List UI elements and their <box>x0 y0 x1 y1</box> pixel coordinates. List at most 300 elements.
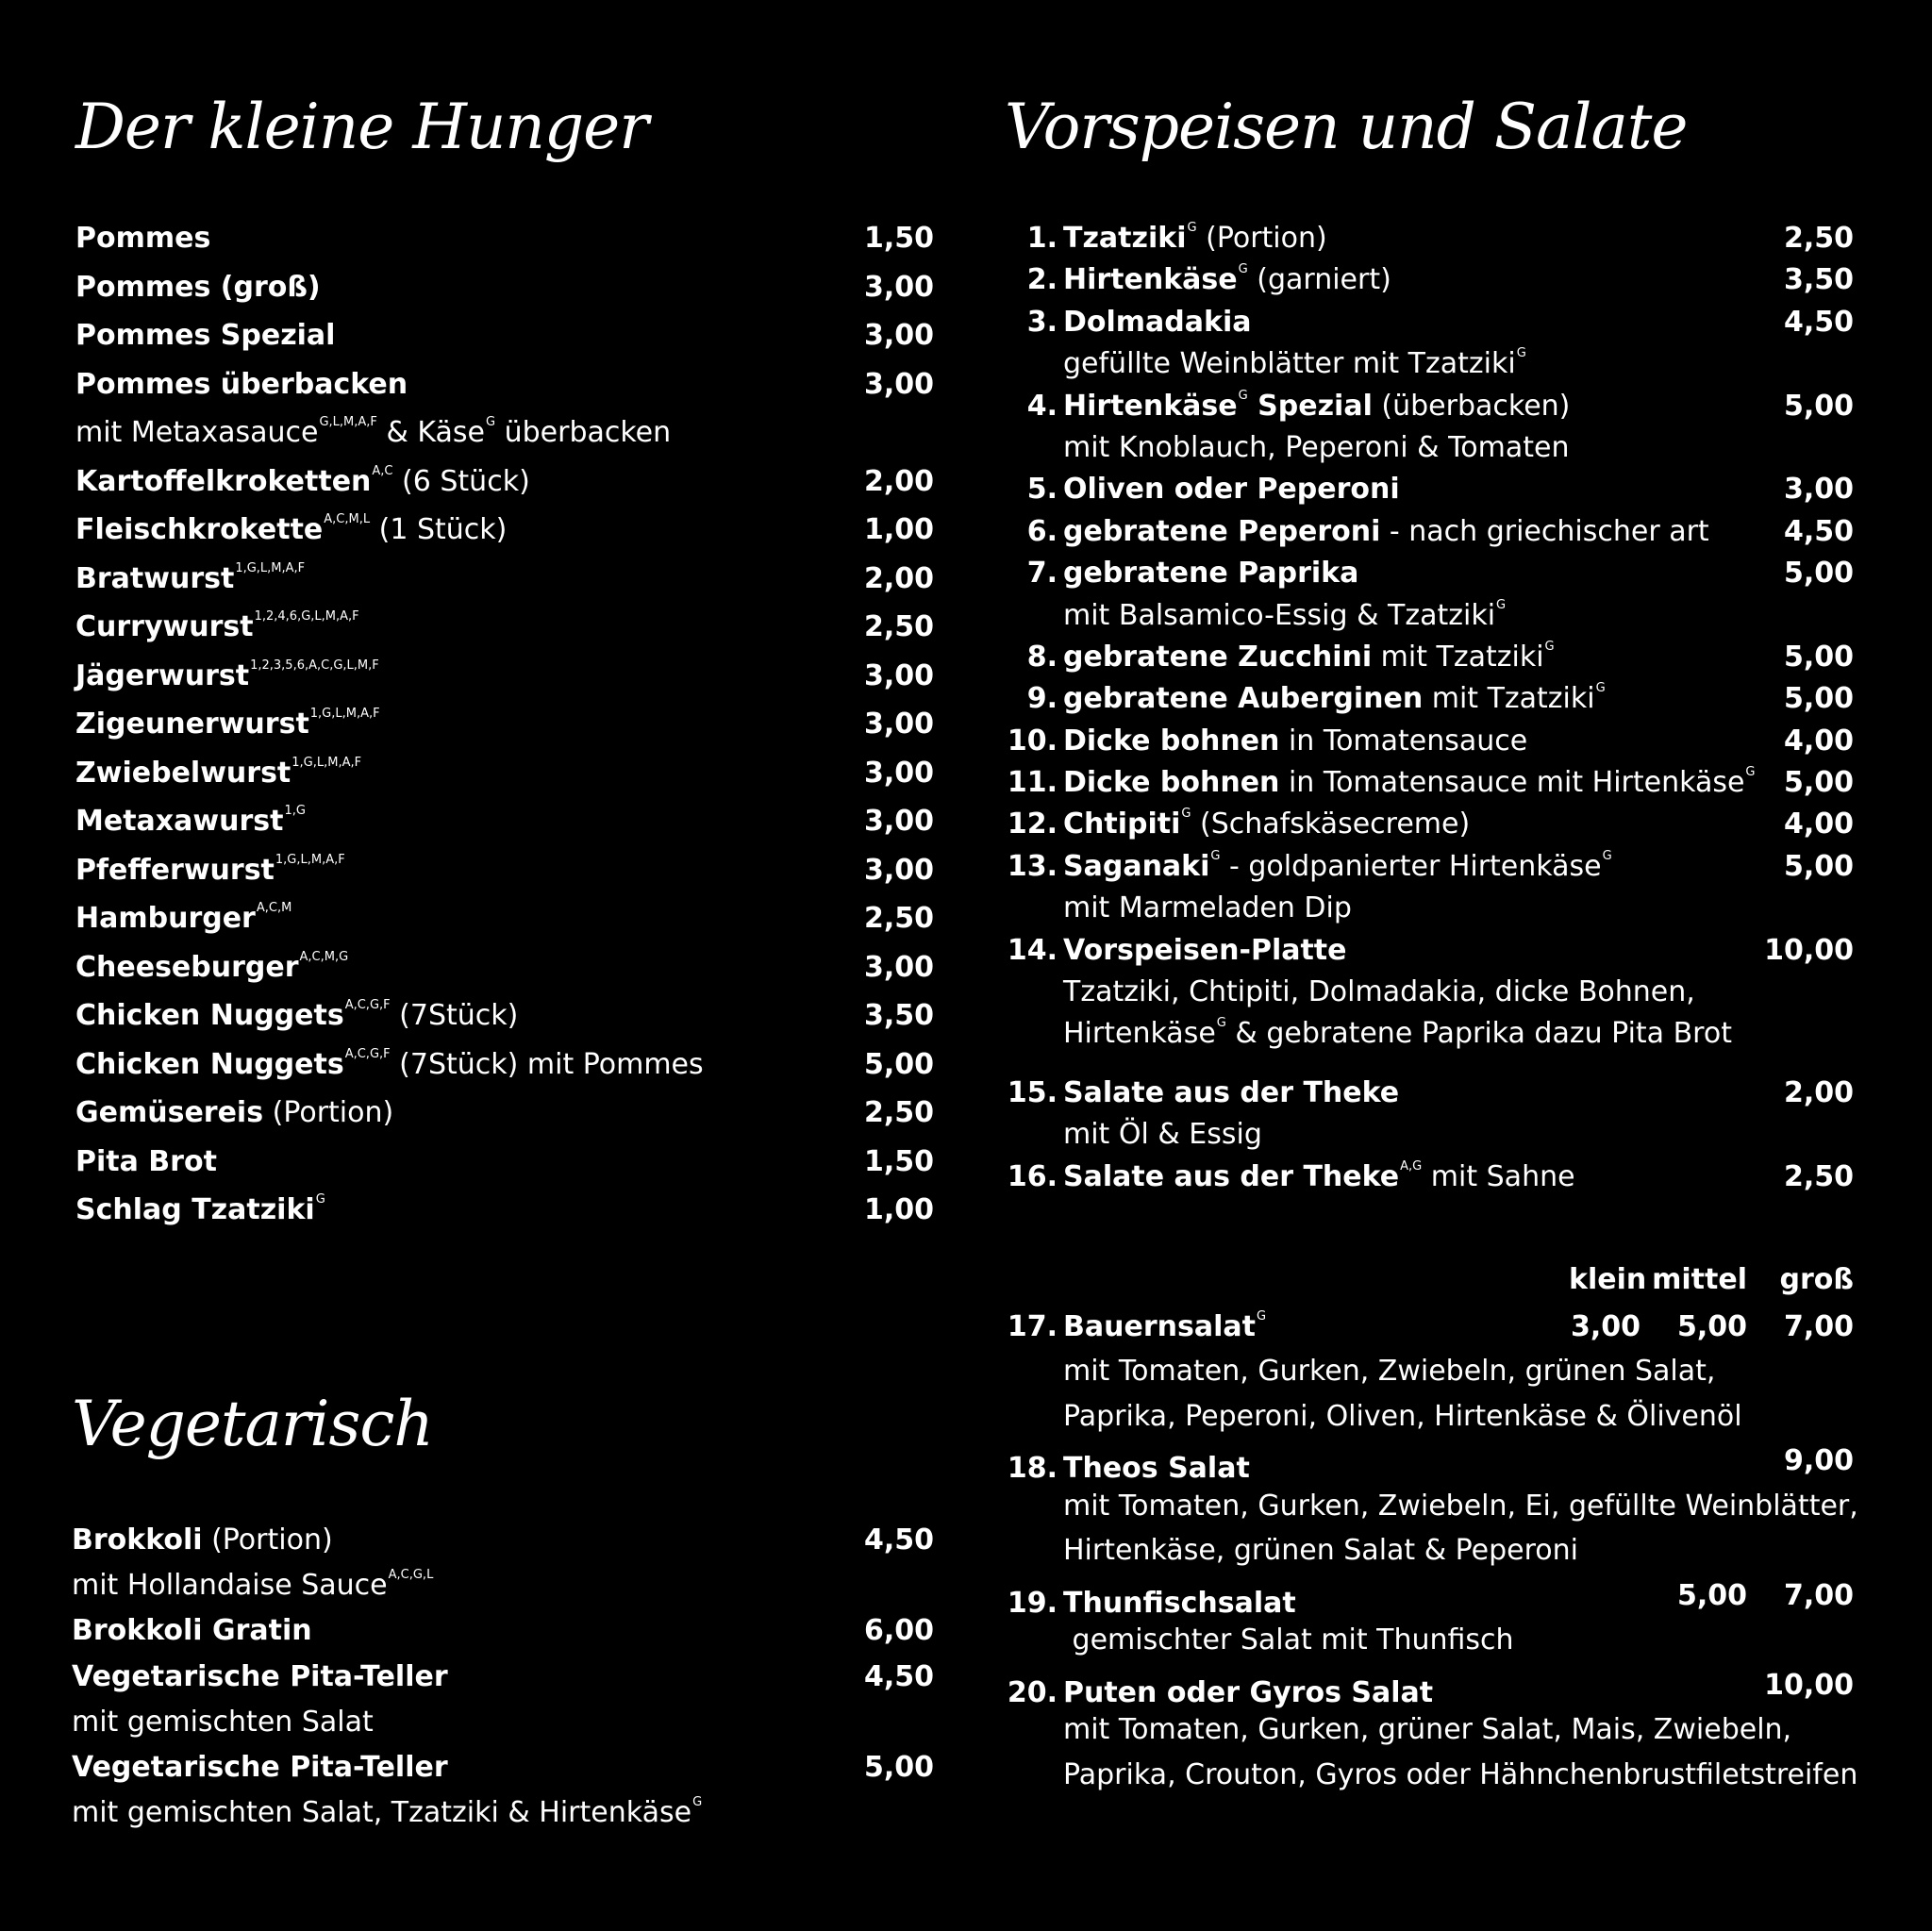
item-number: 10. <box>1007 724 1058 757</box>
menu-item <box>1005 515 1854 557</box>
menu-item-text <box>75 757 361 790</box>
menu-item-text <box>1005 1623 1514 1656</box>
item-price: 3,00 <box>863 367 934 401</box>
menu-item-text <box>1005 1534 1578 1567</box>
size-price <box>1569 1579 1641 1612</box>
menu-item-text <box>75 222 210 255</box>
menu-item <box>1005 1579 1854 1624</box>
item-size-prices <box>1569 1579 1854 1612</box>
item-price: 2,50 <box>1783 222 1854 255</box>
item-price: 3,00 <box>1783 473 1854 507</box>
item-description: Paprika, Peperoni, Oliven, Hirtenkäse & Ölivenöl <box>1063 1399 1742 1433</box>
allergen-codes: G,L,M,A,F <box>319 415 377 429</box>
allergen-codes: G <box>1595 681 1606 696</box>
menu-item-text <box>1005 1713 1791 1746</box>
menu-item-text <box>1005 1452 1250 1485</box>
menu-item <box>1005 807 1854 849</box>
size-price: 5,00 <box>1676 1309 1747 1343</box>
menu-item-text <box>72 1523 333 1556</box>
menu-item-text <box>1005 1310 1266 1343</box>
item-price: 5,00 <box>1783 766 1854 800</box>
allergen-codes: G <box>1516 346 1526 361</box>
item-number: 14. <box>1007 933 1058 967</box>
item-price: 10,00 <box>1764 933 1854 967</box>
size-price <box>1641 1444 1747 1477</box>
item-price: 6,00 <box>863 1614 934 1648</box>
menu-item-text <box>1005 807 1470 841</box>
menu-item <box>1005 1400 1854 1445</box>
item-name: Dicke bohnen <box>1063 724 1280 757</box>
allergen-codes: A,C,M <box>256 901 292 915</box>
item-number: 19. <box>1007 1586 1058 1620</box>
menu-item <box>1005 934 1854 975</box>
menu-item <box>1005 1489 1858 1535</box>
menu-item <box>75 1193 934 1242</box>
item-description: mit Marmeladen Dip <box>1063 891 1352 925</box>
menu-item-text <box>75 416 671 449</box>
menu-item-text <box>75 271 321 304</box>
item-description: & Käse <box>376 416 485 449</box>
size-price: 7,00 <box>1783 1578 1854 1612</box>
item-name: Chtipiti <box>1063 807 1181 841</box>
item-name: Metaxawurst <box>75 805 284 838</box>
item-number: 20. <box>1007 1675 1058 1709</box>
allergen-codes: G <box>1181 807 1191 822</box>
item-number: 13. <box>1007 849 1058 883</box>
item-number: 3. <box>1026 305 1058 339</box>
item-description: (7Stück) <box>390 999 519 1032</box>
item-name: Theos Salat <box>1063 1452 1250 1486</box>
item-price: 3,50 <box>1783 263 1854 297</box>
item-description: (7Stück) mit Pommes <box>390 1047 704 1081</box>
item-name: Cheeseburger <box>75 950 299 984</box>
allergen-codes: G <box>1238 388 1248 403</box>
item-description: mit Knoblauch, Peperoni & Tomaten <box>1063 430 1570 464</box>
menu-item <box>1005 641 1854 682</box>
item-price: 5,00 <box>863 1750 934 1784</box>
menu-item <box>1005 682 1854 724</box>
menu-item <box>72 1751 934 1796</box>
item-name: Brokkoli <box>72 1523 203 1556</box>
item-price: 3,00 <box>863 270 934 304</box>
menu-item <box>1005 1444 1854 1490</box>
item-price: 2,00 <box>863 464 934 498</box>
section-vegetarisch <box>72 1373 934 1841</box>
allergen-codes: G <box>1256 1308 1267 1323</box>
allergen-codes: A,C,G,L <box>388 1568 434 1583</box>
menu-item <box>1005 1757 1858 1804</box>
allergen-codes: A,C <box>372 463 393 478</box>
item-price: 3,50 <box>863 999 934 1032</box>
item-price: 1,50 <box>863 222 934 255</box>
item-description: gemischter Salat mit Thunfisch <box>1063 1623 1514 1657</box>
item-name: Puten oder Gyros Salat <box>1063 1675 1434 1709</box>
allergen-codes: 1,G,L,M,A,F <box>291 755 362 770</box>
item-name: Fleischkrokette <box>75 513 324 546</box>
section-title: Vegetarisch <box>72 1388 433 1460</box>
item-description: Tzatziki, Chtipiti, Dolmadakia, dicke Bohnen, <box>1063 975 1695 1009</box>
item-name: Hirtenkäse <box>1063 389 1238 423</box>
allergen-codes: G <box>692 1795 703 1810</box>
item-price: 4,50 <box>863 1659 934 1693</box>
menu-item-text <box>1005 766 1756 799</box>
menu-list-salads <box>1005 1308 1858 1804</box>
section-der-kleine-hunger <box>75 75 934 1242</box>
item-price: 2,50 <box>1783 1159 1854 1193</box>
item-name: Oliven oder Peperoni <box>1063 473 1400 507</box>
menu-list <box>1005 222 1854 1059</box>
item-number: 12. <box>1007 807 1058 841</box>
menu-item-text <box>75 368 408 401</box>
size-header-0: klein <box>1569 1262 1647 1296</box>
menu-item <box>75 368 934 417</box>
item-size-prices <box>1569 1669 1854 1702</box>
menu-item <box>1005 1623 1854 1669</box>
menu-item-text <box>75 999 518 1032</box>
allergen-codes: G <box>1544 639 1555 654</box>
menu-item-text <box>1005 431 1570 464</box>
item-price: 3,00 <box>863 319 934 352</box>
item-description: & gebratene Paprika dazu Pita Brot <box>1225 1017 1732 1051</box>
menu-item-text <box>1005 1076 1399 1109</box>
menu-item <box>75 513 934 562</box>
item-number: 2. <box>1026 263 1058 297</box>
item-description: - goldpanierter Hirtenkäse <box>1220 849 1602 883</box>
item-name: Hirtenkäse <box>1063 263 1238 297</box>
menu-item-text <box>72 1614 312 1647</box>
menu-item <box>75 416 934 465</box>
size-price: 7,00 <box>1783 1309 1854 1343</box>
item-description: Hirtenkäse, grünen Salat & Peperoni <box>1063 1534 1578 1568</box>
item-description: (Schafskäsecreme) <box>1191 807 1471 841</box>
menu-item <box>1005 1713 1854 1758</box>
menu-item <box>75 271 934 320</box>
menu-item <box>1005 599 1854 641</box>
item-number: 6. <box>1026 514 1058 548</box>
item-name: Saganaki <box>1063 849 1210 883</box>
item-description: (Portion) <box>202 1523 333 1556</box>
menu-item-text <box>1005 934 1347 967</box>
item-description: mit gemischten Salat, Tzatziki & Hirtenkäse <box>72 1796 692 1830</box>
menu-list <box>75 222 934 1242</box>
menu-item <box>1005 263 1854 305</box>
menu-item-text <box>75 1193 325 1226</box>
menu-item-text <box>75 610 359 643</box>
size-header <box>1005 1263 1854 1310</box>
menu-item-text <box>75 562 305 595</box>
item-name: Dicke bohnen <box>1063 766 1280 800</box>
menu-item-text <box>1005 222 1327 255</box>
item-name: Hamburger <box>75 902 256 935</box>
item-price: 3,00 <box>863 756 934 790</box>
menu-item-text <box>1005 724 1527 757</box>
item-name: Tzatziki <box>1063 222 1187 255</box>
item-price: 5,00 <box>863 1047 934 1081</box>
item-name: Gemüsereis <box>75 1096 264 1129</box>
menu-item <box>1005 306 1854 347</box>
item-name: Chicken Nuggets <box>75 1047 344 1081</box>
item-name-suffix: Spezial <box>1247 389 1373 423</box>
item-description: (garniert) <box>1247 263 1391 297</box>
item-description: mit Metaxasauce <box>75 416 319 449</box>
menu-item <box>72 1569 934 1614</box>
item-description: (Portion) <box>263 1096 394 1129</box>
size-price: 9,00 <box>1783 1444 1854 1478</box>
menu-item <box>1005 891 1854 933</box>
menu-item-text <box>72 1569 433 1602</box>
menu-item-text <box>75 707 380 741</box>
menu-item-text <box>1005 306 1252 339</box>
item-price: 3,00 <box>863 853 934 887</box>
menu-item <box>75 805 934 854</box>
menu-item <box>75 707 934 757</box>
menu-item-text <box>1005 641 1555 674</box>
menu-item <box>75 222 934 271</box>
menu-item-text <box>1005 1676 1433 1709</box>
size-header-2: groß <box>1779 1262 1854 1296</box>
item-price: 3,00 <box>863 950 934 984</box>
menu-item-text <box>75 319 335 352</box>
item-name: Zwiebelwurst <box>75 756 291 790</box>
menu-item <box>1005 347 1854 389</box>
allergen-codes: G <box>1602 848 1612 863</box>
item-description: Paprika, Crouton, Gyros oder Hähnchenbrustfiletstreifen <box>1063 1757 1858 1791</box>
item-description: mit gemischten Salat <box>72 1705 374 1739</box>
section-vorspeisen-und-salate <box>1005 75 1858 1803</box>
item-description: Hirtenkäse <box>1063 1017 1216 1051</box>
menu-item-text <box>75 465 530 498</box>
item-price: 3,00 <box>863 707 934 741</box>
allergen-codes: 1,2,4,6,G,L,M,A,F <box>254 609 359 624</box>
menu-item <box>72 1660 934 1706</box>
item-description: (1 Stück) <box>370 513 508 546</box>
item-description: mit Tomaten, Gurken, Zwiebeln, grünen Salat, <box>1063 1355 1716 1389</box>
menu-item-text <box>1005 850 1612 883</box>
item-name: Pommes <box>75 222 211 255</box>
allergen-codes: 1,G,L,M,A,F <box>275 852 345 867</box>
menu-item <box>1005 1118 1854 1159</box>
item-number: 1. <box>1026 222 1058 255</box>
item-name: Salate aus der Theke <box>1063 1075 1400 1109</box>
menu-item <box>75 951 934 1000</box>
menu-item <box>1005 1310 1854 1356</box>
menu-item <box>1005 431 1854 473</box>
menu-item-text <box>1005 390 1570 423</box>
allergen-codes: A,G <box>1400 1158 1423 1174</box>
menu-item <box>75 659 934 708</box>
item-description: (6 Stück) <box>392 464 530 498</box>
menu-item <box>75 999 934 1048</box>
item-name: Pommes überbacken <box>75 367 408 401</box>
allergen-codes: G <box>1216 1016 1226 1031</box>
section-title: Vorspeisen und Salate <box>1005 91 1688 163</box>
allergen-codes: A,C,G,F <box>344 1046 391 1061</box>
item-name: Bauernsalat <box>1063 1309 1256 1343</box>
item-price: 4,50 <box>863 1523 934 1556</box>
menu-item <box>1005 724 1854 766</box>
allergen-codes: 1,G,L,M,A,F <box>309 707 380 721</box>
menu-item-text <box>75 1096 393 1129</box>
item-number: 16. <box>1007 1159 1058 1193</box>
allergen-codes: A,C,M,G <box>299 949 349 964</box>
item-number: 4. <box>1026 389 1058 423</box>
allergen-codes: A,C,G,F <box>344 998 391 1012</box>
menu-item <box>72 1523 934 1569</box>
allergen-codes: G <box>1210 848 1221 863</box>
menu-item <box>1005 850 1854 891</box>
menu-item-text <box>75 805 306 838</box>
item-price: 5,00 <box>1783 849 1854 883</box>
menu-item <box>1005 222 1854 263</box>
menu-item-text <box>1005 1400 1742 1433</box>
menu-item <box>72 1614 934 1659</box>
item-name: Salate aus der Theke <box>1063 1159 1400 1193</box>
menu-item <box>75 1096 934 1145</box>
allergen-codes: G <box>1745 765 1756 780</box>
menu-item <box>75 610 934 659</box>
item-number: 17. <box>1007 1309 1058 1343</box>
item-name: Pommes (groß) <box>75 270 321 304</box>
item-price: 3,00 <box>863 658 934 692</box>
menu-item-text <box>75 513 507 546</box>
item-price: 4,00 <box>1783 724 1854 757</box>
menu-item <box>75 854 934 903</box>
item-name: Vegetarische Pita-Teller <box>72 1750 448 1784</box>
item-description: gefüllte Weinblätter mit Tzatziki <box>1063 347 1516 381</box>
item-price: 2,50 <box>863 902 934 935</box>
menu-item <box>75 562 934 611</box>
item-name: Jägerwurst <box>75 658 250 692</box>
menu-item-text <box>1005 1017 1732 1050</box>
item-description: (überbacken) <box>1372 389 1571 423</box>
item-name: Chicken Nuggets <box>75 999 344 1032</box>
item-size-prices <box>1569 1444 1854 1477</box>
menu-item-text <box>75 951 348 984</box>
allergen-codes: G <box>1238 262 1248 277</box>
menu-item-text <box>1005 1758 1857 1791</box>
item-name: gebratene Peperoni <box>1063 514 1381 548</box>
item-name: gebratene Paprika <box>1063 557 1359 591</box>
menu-item-text <box>1005 599 1506 632</box>
menu-item-text <box>1005 1160 1575 1193</box>
item-size-prices <box>1569 1310 1854 1343</box>
allergen-codes: 1,G,L,M,A,F <box>235 560 306 575</box>
menu-item <box>75 319 934 368</box>
menu-item-text <box>72 1796 702 1829</box>
menu-item <box>1005 975 1854 1017</box>
menu-item-text <box>1005 557 1358 590</box>
item-price: 2,00 <box>1783 1075 1854 1109</box>
item-name: Schlag Tzatziki <box>75 1193 315 1226</box>
menu-item <box>72 1796 934 1841</box>
size-price: 5,00 <box>1676 1578 1747 1612</box>
item-price: 1,00 <box>863 513 934 546</box>
menu-item <box>75 465 934 514</box>
menu-item-text <box>1005 263 1391 296</box>
item-description: mit Hollandaise Sauce <box>72 1569 388 1603</box>
allergen-codes: G <box>1496 597 1507 612</box>
menu-item <box>75 1048 934 1097</box>
item-price: 4,50 <box>1783 305 1854 339</box>
section-title: Der kleine Hunger <box>75 91 648 163</box>
size-price <box>1569 1444 1641 1477</box>
menu-item-text <box>1005 975 1695 1008</box>
menu-item-text <box>72 1751 448 1784</box>
item-price: 2,50 <box>863 1096 934 1129</box>
allergen-codes: 1,G <box>284 804 306 818</box>
menu-item-text <box>75 1048 704 1081</box>
menu-item-text <box>1005 1118 1262 1151</box>
allergen-codes: 1,2,3,5,6,A,C,G,L,M,F <box>250 658 379 673</box>
menu-list <box>72 1523 934 1841</box>
menu-item <box>1005 390 1854 431</box>
item-number: 9. <box>1026 682 1058 716</box>
item-price: 5,00 <box>1783 557 1854 591</box>
menu-item-text <box>75 1145 217 1178</box>
menu-item <box>75 1145 934 1194</box>
size-price <box>1641 1669 1747 1702</box>
item-name: Brokkoli Gratin <box>72 1614 312 1648</box>
item-price: 5,00 <box>1783 389 1854 423</box>
item-price: 1,50 <box>863 1144 934 1178</box>
item-name: gebratene Zucchini <box>1063 640 1373 674</box>
item-description: mit Tzatziki <box>1423 682 1595 716</box>
menu-item <box>75 757 934 806</box>
menu-item-text <box>1005 891 1352 924</box>
menu-item <box>1005 1534 1854 1579</box>
item-description: mit Tomaten, Gurken, Zwiebeln, Ei, gefüllte Weinblätter, <box>1063 1489 1858 1523</box>
item-name: Vegetarische Pita-Teller <box>72 1659 448 1693</box>
menu-list-salate-theke <box>1005 1076 1854 1202</box>
item-number: 8. <box>1026 640 1058 674</box>
item-description: mit Tzatziki <box>1372 640 1544 674</box>
item-name: Bratwurst <box>75 561 235 595</box>
item-description: mit Tomaten, Gurken, grüner Salat, Mais, Zwiebeln, <box>1063 1713 1792 1747</box>
item-description: überbacken <box>495 416 672 449</box>
item-number: 15. <box>1007 1075 1058 1109</box>
size-price: 10,00 <box>1764 1668 1854 1702</box>
item-name: Pita Brot <box>75 1144 217 1178</box>
menu-item-text <box>1005 682 1606 715</box>
menu-item <box>1005 473 1854 514</box>
item-name: Zigeunerwurst <box>75 707 309 741</box>
menu-item <box>1005 1669 1854 1714</box>
item-description: mit Balsamico-Essig & Tzatziki <box>1063 598 1496 632</box>
menu-item-text <box>1005 473 1400 506</box>
size-price: 3,00 <box>1570 1309 1641 1343</box>
allergen-codes: G <box>1187 221 1197 235</box>
item-price: 5,00 <box>1783 682 1854 716</box>
item-price: 4,00 <box>1783 807 1854 841</box>
menu-item-text <box>1005 347 1526 380</box>
size-price <box>1569 1669 1641 1702</box>
menu-item <box>1005 1160 1854 1202</box>
menu-item-text <box>75 854 345 887</box>
item-name: Dolmadakia <box>1063 305 1252 339</box>
menu-item-text <box>1005 1490 1858 1523</box>
size-header-1: mittel <box>1652 1262 1747 1296</box>
allergen-codes: G <box>486 415 496 429</box>
item-description: in Tomatensauce <box>1279 724 1528 757</box>
allergen-codes: A,C,M,L <box>324 512 371 526</box>
item-name: Pommes Spezial <box>75 319 336 352</box>
menu-item <box>1005 1076 1854 1118</box>
menu-item-text <box>1005 1355 1715 1388</box>
menu-item-text <box>1005 515 1709 548</box>
item-price: 2,00 <box>863 561 934 595</box>
item-price: 3,00 <box>863 805 934 838</box>
item-name: Thunfischsalat <box>1063 1586 1296 1620</box>
